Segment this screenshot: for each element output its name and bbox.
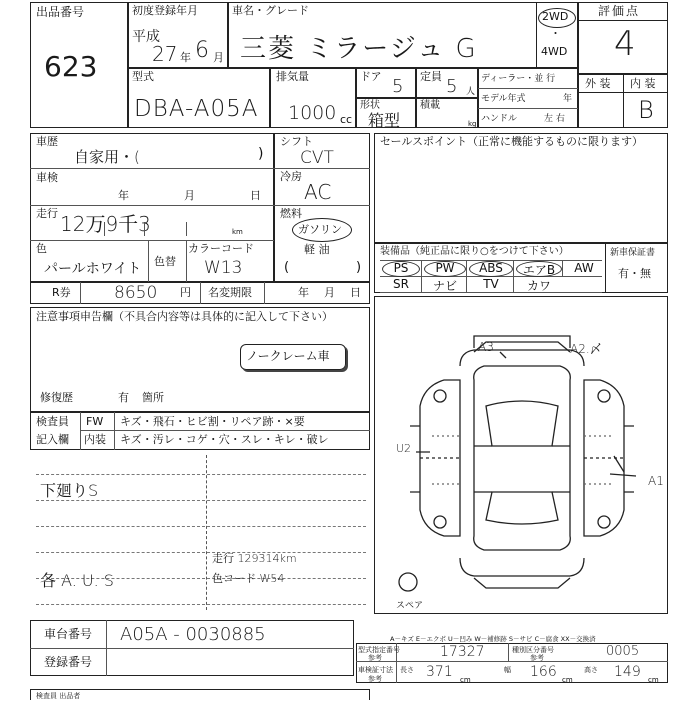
name-change-label: 名変期限 — [208, 286, 252, 299]
name-change-day: 日 — [350, 286, 361, 299]
handle-label: ハンドル — [481, 114, 518, 124]
handle-value: 左 右 — [544, 114, 565, 124]
mileage-label: 走行 — [36, 207, 58, 220]
first-reg-label: 初度登録年月 — [132, 4, 198, 17]
warranty-label: 新車保証書 — [610, 248, 656, 258]
car-name-label: 車名・グレード — [232, 4, 309, 17]
footer-box — [30, 689, 370, 700]
shift-label: シフト — [280, 135, 313, 148]
shaken-year-unit: 年 — [118, 189, 129, 202]
exterior-label: 外 装 — [585, 77, 611, 90]
shape: 箱型 — [368, 111, 401, 130]
sales-point-box — [374, 133, 668, 243]
inspector-fw-items: キズ・飛石・ヒビ割・リペア跡・×要 — [120, 415, 305, 428]
car-rear-view — [460, 558, 584, 576]
year-unit: 年 — [180, 51, 191, 64]
model-year-label: モデル年式 — [481, 94, 526, 104]
recycle-yen: 円 — [180, 286, 191, 299]
capacity: 5 — [446, 76, 458, 97]
ps-circle — [382, 261, 420, 277]
car-diagram — [374, 296, 668, 614]
reg-month: 6 — [195, 38, 209, 63]
history-value: 自家用・( — [74, 148, 140, 166]
inspector-color-note: 色コード W54 — [212, 572, 285, 585]
width-value: 166 — [530, 664, 557, 680]
shaken-month-unit: 月 — [184, 189, 195, 202]
history-close-paren: ) — [258, 146, 264, 162]
person-unit: 人 — [466, 87, 476, 97]
color-code-label: カラーコード — [188, 242, 254, 255]
pw-circle — [424, 261, 466, 277]
type-approval-ref: 参考 — [368, 654, 382, 662]
interior-grade: B — [638, 96, 654, 124]
fuel-value: ガソリン — [298, 223, 342, 236]
shape-label: 形状 — [360, 100, 380, 111]
registration-label: 登録番号 — [44, 655, 93, 669]
diagram-mark-u2: U2 — [396, 442, 412, 455]
airbag-circle — [516, 261, 562, 277]
lot-number: 623 — [44, 50, 98, 83]
shaken-day-unit: 日 — [250, 189, 261, 202]
height-unit: cm — [648, 676, 659, 684]
grade-value: 4 — [614, 24, 636, 64]
color-code: W13 — [204, 258, 243, 278]
repair-label: 修復歴 — [40, 391, 73, 404]
footer-text: 検査員 出品者 — [36, 692, 81, 700]
option-row2-item-1: ナビ — [432, 279, 457, 293]
recycle-value: 8650 — [114, 283, 158, 303]
size-ref: 参考 — [368, 675, 382, 683]
load-label: 積載 — [420, 100, 440, 111]
month-unit: 月 — [213, 51, 224, 64]
grade-label: 評価点 — [598, 4, 641, 18]
inspector-line2: 各 A. U. S — [40, 571, 114, 590]
capacity-label: 定員 — [420, 70, 442, 83]
inspector-mileage-note: 走行 129314km — [212, 552, 297, 565]
fuel-paren-close: ) — [356, 260, 362, 275]
fuel-alt: 軽 油 — [304, 243, 330, 256]
color-label: 色 — [36, 242, 47, 255]
option-row2-item-3: カワ — [526, 279, 551, 293]
history-label: 車歴 — [36, 135, 58, 148]
option-row1-item-2: ABS — [479, 261, 503, 275]
diagram-mark-a1: A1 — [648, 474, 664, 488]
inspector-line1: 下廻りS — [40, 481, 99, 500]
doors: 5 — [392, 76, 404, 97]
category-ref: 参考 — [530, 654, 544, 662]
car-top-view — [474, 366, 571, 550]
width-label: 幅 — [504, 666, 511, 674]
spare-tire-icon — [399, 573, 417, 591]
color-change-label: 色替 — [154, 255, 176, 268]
displacement-label: 排気量 — [276, 70, 309, 83]
doors-label: ドア — [360, 70, 382, 83]
inspector-interior-items: キズ・汚レ・コゲ・穴・スレ・キレ・破レ — [120, 433, 329, 446]
spare-label: スペア — [396, 601, 424, 611]
options-label: 装備品（純正品に限り○をつけて下さい） — [380, 246, 569, 257]
drive-4wd: 4WD — [541, 45, 568, 58]
km-unit: km — [232, 228, 243, 236]
option-row1-item-0: PS — [393, 261, 409, 275]
lot-label: 出品番号 — [36, 5, 85, 19]
displacement: 1000 — [288, 102, 337, 124]
category-value: 0005 — [606, 644, 640, 659]
option-row1-item-1: PW — [435, 261, 455, 275]
chassis-value: A05A - 0030885 — [120, 624, 266, 645]
name-change-month: 月 — [324, 286, 335, 299]
sales-point-label: セールスポイント（正常に機能するものに限ります） — [380, 135, 644, 148]
inspector-label1: 検査員 — [36, 415, 69, 428]
repair-location-label: 箇所 — [142, 391, 164, 404]
width-unit: cm — [562, 676, 573, 684]
ac-value: AC — [304, 180, 332, 204]
name-change-year: 年 — [298, 286, 309, 299]
ac-label: 冷房 — [280, 170, 302, 183]
length-label: 長さ — [400, 666, 414, 674]
abs-circle — [469, 261, 513, 277]
color-value: パールホワイト — [44, 261, 142, 277]
recycle-label: R券 — [52, 286, 71, 299]
cc-unit: cc — [340, 113, 353, 126]
option-row2-item-2: TV — [483, 277, 499, 291]
damage-legend: A－キズ E－エクボ U－凹み W－補修跡 S－サビ C－腐食 XX－交換済 — [390, 635, 596, 643]
length-value: 371 — [426, 664, 453, 680]
option-row1-item-4: AW — [574, 261, 594, 275]
repair-value: 有 — [118, 391, 129, 404]
interior-label: 内 装 — [630, 77, 656, 90]
inspector-label2: 記入欄 — [36, 433, 69, 446]
notes-label: 注意事項申告欄（不具合内容等は具体的に記入して下さい） — [36, 310, 333, 323]
option-row1-item-3: エアB — [522, 263, 556, 277]
reg-year: 27 — [152, 42, 178, 66]
length-unit: cm — [460, 676, 471, 684]
stamp: ノークレーム車 — [246, 349, 330, 363]
option-row2-item-0: SR — [393, 277, 409, 291]
fuel-label: 燃料 — [280, 207, 302, 220]
height-label: 高さ — [584, 666, 598, 674]
car-name: 三菱 ミラージュ G — [240, 34, 478, 64]
warranty-value: 有・無 — [618, 267, 651, 280]
dealer-label: ディーラー・並 行 — [481, 74, 556, 84]
category-label: 種別区分番号 — [512, 646, 554, 654]
type-approval-value: 17327 — [440, 644, 485, 660]
fuel-paren-open: ( — [284, 260, 290, 275]
inspector-fw: FW — [86, 415, 104, 428]
height-value: 149 — [614, 664, 641, 680]
size-label: 車検証寸法 — [358, 666, 393, 674]
kg-unit: kg — [468, 120, 477, 128]
shaken-label: 車検 — [36, 171, 58, 184]
inspector-interior: 内装 — [84, 433, 106, 446]
diagram-mark-a2: A2.〆 — [570, 342, 602, 356]
type-approval-label: 型式指定番号 — [358, 646, 400, 654]
drive-2wd: 2WD — [542, 10, 569, 23]
model-label: 型式 — [132, 70, 154, 83]
diagram-mark-a3: A3 — [478, 340, 494, 354]
chassis-label: 車台番号 — [44, 627, 93, 641]
drive-dot: ・ — [550, 27, 561, 40]
model-year-suffix: 年 — [563, 94, 573, 104]
model-code: DBA-A05A — [134, 96, 259, 122]
shift-value: CVT — [300, 148, 334, 168]
mileage-value: 12万9千3 — [60, 212, 151, 236]
era: 平成 — [132, 29, 160, 45]
